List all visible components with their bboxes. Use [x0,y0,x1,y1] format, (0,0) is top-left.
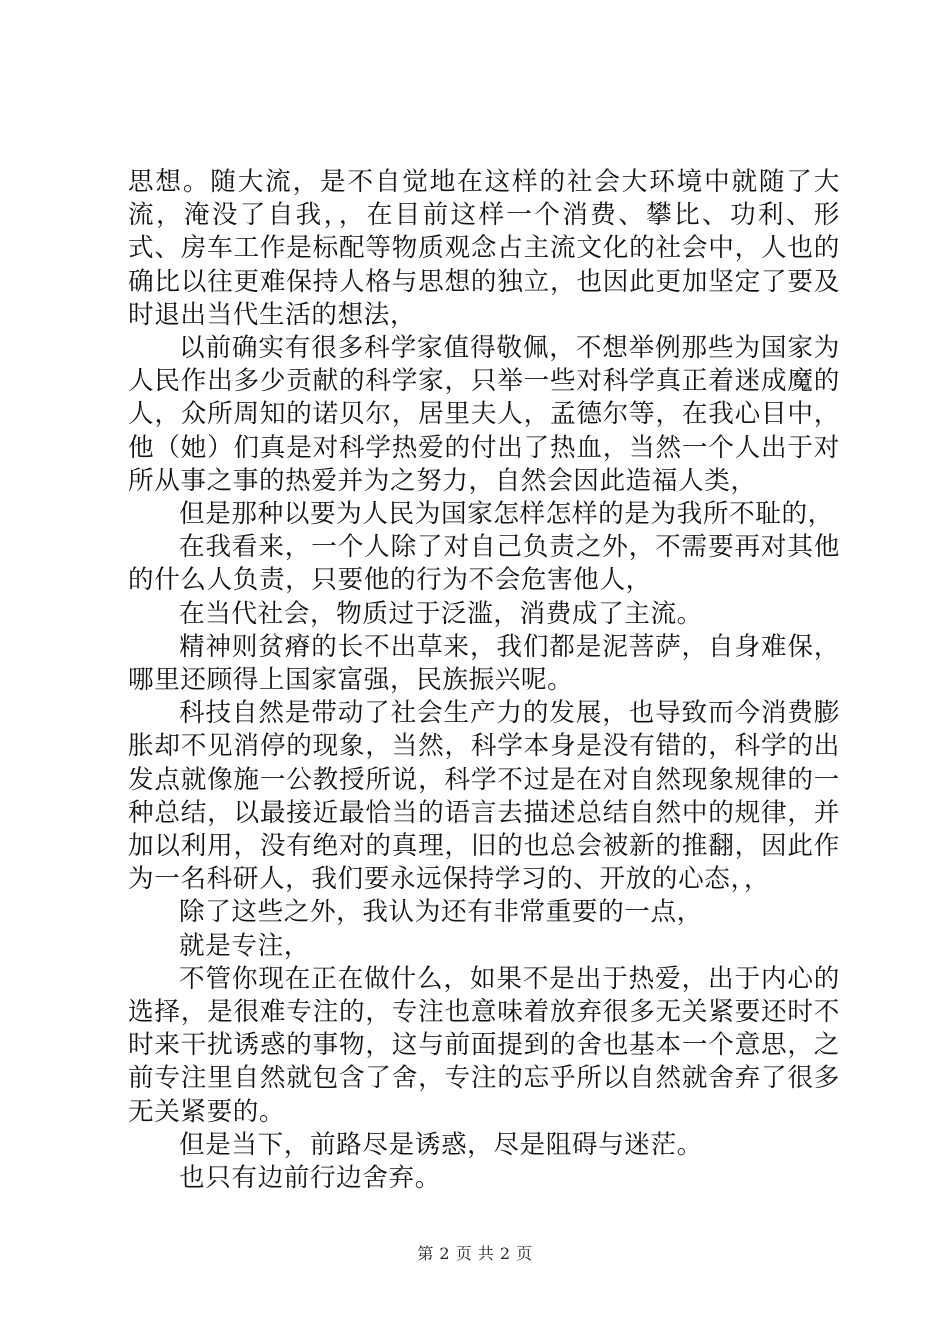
paragraph: 科技自然是带动了社会生产力的发展，也导致而今消费膨胀却不见消停的现象，当然，科学本身是没有错的，科学的出发点就像施一公教授所说，科学不过是在对自然现象规律的一种总结，以最接近最恰当的语言去描述总结自然中的规律，并加以利用，没有绝对的真理，旧的也总会被新的推翻，因此作为一名科研人，我们要永远保持学习的、开放的心态，， [128,698,840,895]
paragraph: 不管你现在正在做什么，如果不是出于热爱，出于内心的选择，是很难专注的，专注也意味着放弃很多无关紧要还时不时来干扰诱惑的事物，这与前面提到的舍也基本一个意思，之前专注里自然就包含了舍，专注的忘乎所以自然就舍弃了很多无关紧要的。 [128,963,840,1127]
paragraph: 但是那种以要为人民为国家怎样怎样的是为我所不耻的， [179,499,834,530]
paragraph: 精神则贫瘠的长不出草来，我们都是泥菩萨，自身难保，哪里还顾得上国家富强，民族振兴呢。 [128,631,840,696]
document-body [128,166,840,1195]
paragraph: 但是当下，前路尽是诱惑，尽是阻碍与迷茫。 [179,1129,703,1160]
paragraph: 以前确实有很多科学家值得敬佩，不想举例那些为国家为人民作出多少贡献的科学家，只举一些对科学真正着迷成魔的人，众所周知的诺贝尔，居里夫人，孟德尔等，在我心目中，他（她）们真是对科学热爱的付出了热血，当然一个人出于对所从事之事的热爱并为之努力，自然会因此造福人类， [128,333,840,496]
page-number-footer: 第 2 页 共 2 页 [417,1244,533,1263]
paragraph: 也只有边前行边舍弃。 [179,1163,441,1194]
paragraph: 思想。随大流，是不自觉地在这样的社会大环境中就随了大流，淹没了自我，，在目前这样一个消费、攀比、功利、形式、房车工作是标配等物质观念占主流文化的社会中，人也的确比以往更难保持人格与思想的独立，也因此更加坚定了要及时退出当代生活的想法， [128,167,840,330]
paragraph: 在我看来，一个人除了对自己负责之外，不需要再对其他的什么人负责，只要他的行为不会危害他人， [128,532,840,596]
paragraph: 除了这些之外，我认为还有非常重要的一点， [179,897,703,928]
paragraph: 就是专注， [179,930,310,961]
paragraph: 在当代社会，物质过于泛滥，消费成了主流。 [179,598,703,629]
